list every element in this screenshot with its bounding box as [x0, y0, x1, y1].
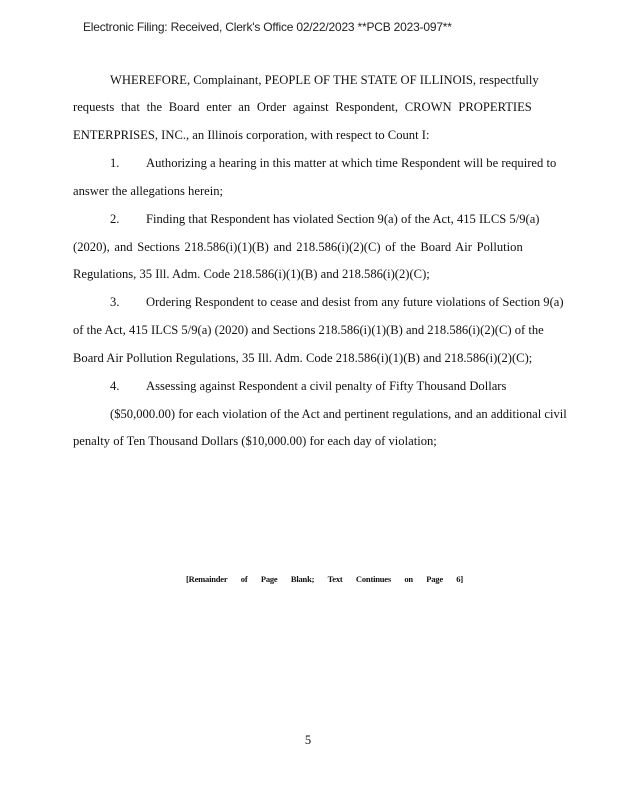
remainder-word: 6]: [456, 574, 463, 584]
body-line-9: Ordering Respondent to cease and desist from any future violations of Section 9(a): [146, 295, 564, 309]
filing-stamp: Electronic Filing: Received, Clerk's Office 02/22/2023 **PCB 2023-097**: [83, 20, 452, 34]
body-line-12: Assessing against Respondent a civil penalty of Fifty Thousand Dollars: [146, 379, 507, 393]
page-number: 5: [304, 733, 312, 747]
body-line-7: (2020), and Sections 218.586(i)(1)(B) and 218.586(i)(2)(C) of the Board Air Pollution: [73, 240, 523, 254]
remainder-word: of: [240, 574, 248, 584]
body-line-14: penalty of Ten Thousand Dollars ($10,000.00) for each day of violation;: [73, 434, 437, 448]
body-line-4: Authorizing a hearing in this matter at which time Respondent will be required to: [146, 156, 557, 170]
remainder-word: Text: [327, 574, 343, 584]
remainder-word: Blank;: [290, 574, 315, 584]
body-line-2: [73, 100, 549, 114]
body-line-5: answer the allegations herein;: [73, 184, 224, 198]
remainder-word: Continues: [355, 574, 391, 584]
item-number-3: 3.: [110, 295, 120, 309]
body-line-1: WHEREFORE, Complainant, PEOPLE OF THE STATE OF ILLINOIS, respectfully: [110, 73, 539, 87]
body-line-2-text: requests that the Board enter an Order against Respondent, CROWN PROPERTIES: [73, 100, 532, 114]
body-line-13: ($50,000.00) for each violation of the Act and pertinent regulations, and an additional civil: [110, 407, 567, 421]
remainder-word: [Remainder: [186, 574, 228, 584]
item-number-4: 4.: [110, 379, 120, 393]
item-number-2: 2.: [110, 212, 120, 226]
body-line-8: Regulations, 35 Ill. Adm. Code 218.586(i)(1)(B) and 218.586(i)(2)(C);: [73, 267, 430, 281]
body-line-3: ENTERPRISES, INC., an Illinois corporation, with respect to Count I:: [73, 128, 430, 142]
remainder-blank-note: [186, 574, 463, 584]
body-line-10: of the Act, 415 ILCS 5/9(a) (2020) and Sections 218.586(i)(1)(B) and 218.586(i)(2)(C) of the: [73, 323, 544, 337]
remainder-word: on: [404, 574, 413, 584]
remainder-word: Page: [426, 574, 443, 584]
body-line-6: Finding that Respondent has violated Section 9(a) of the Act, 415 ILCS 5/9(a): [146, 212, 540, 226]
remainder-word: Page: [260, 574, 278, 584]
item-number-1: 1.: [110, 156, 120, 170]
body-line-11: Board Air Pollution Regulations, 35 Ill. Adm. Code 218.586(i)(1)(B) and 218.586(i)(2)(C);: [73, 351, 533, 365]
